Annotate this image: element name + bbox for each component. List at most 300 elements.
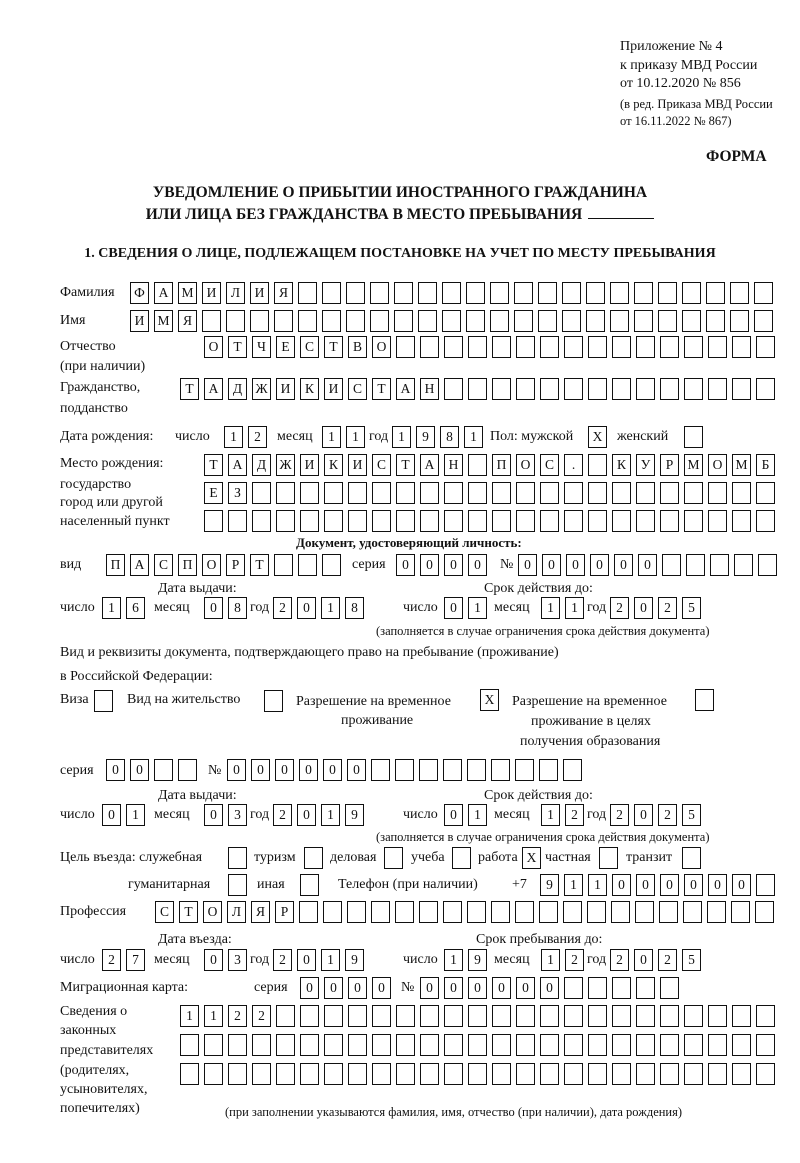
char-box[interactable] <box>636 482 655 504</box>
char-box[interactable] <box>707 901 726 923</box>
char-box[interactable]: П <box>178 554 197 576</box>
char-box[interactable]: 0 <box>444 804 463 826</box>
char-box[interactable] <box>418 282 437 304</box>
char-box[interactable] <box>684 378 703 400</box>
char-box[interactable] <box>708 482 727 504</box>
char-box[interactable] <box>324 1005 343 1027</box>
purpose-study-checkbox[interactable] <box>452 847 471 869</box>
checkbox-cell[interactable] <box>304 847 323 869</box>
char-box[interactable]: 0 <box>444 554 463 576</box>
char-box[interactable] <box>634 310 653 332</box>
char-box[interactable]: А <box>228 454 247 476</box>
char-box[interactable] <box>730 310 749 332</box>
char-box[interactable]: А <box>420 454 439 476</box>
char-box[interactable]: 0 <box>204 804 223 826</box>
char-box[interactable]: 0 <box>297 597 316 619</box>
char-box[interactable] <box>419 901 438 923</box>
char-box[interactable]: О <box>203 901 222 923</box>
char-box[interactable]: И <box>250 282 269 304</box>
char-box[interactable] <box>756 1005 775 1027</box>
char-box[interactable]: К <box>324 454 343 476</box>
checkbox-cell[interactable] <box>682 847 701 869</box>
char-box[interactable]: 0 <box>324 977 343 999</box>
char-box[interactable] <box>540 482 559 504</box>
char-box[interactable]: И <box>276 378 295 400</box>
char-box[interactable] <box>396 1063 415 1085</box>
char-box[interactable] <box>636 1063 655 1085</box>
char-box[interactable]: 0 <box>420 554 439 576</box>
char-box[interactable] <box>300 510 319 532</box>
char-box[interactable] <box>396 482 415 504</box>
char-box[interactable] <box>730 282 749 304</box>
char-box[interactable] <box>588 1005 607 1027</box>
char-box[interactable] <box>370 282 389 304</box>
char-box[interactable] <box>204 510 223 532</box>
checkbox-cell[interactable] <box>264 690 283 712</box>
char-box[interactable] <box>564 1034 583 1056</box>
char-box[interactable] <box>708 378 727 400</box>
char-box[interactable]: 0 <box>372 977 391 999</box>
id-issue-month-boxes[interactable] <box>204 597 247 619</box>
char-box[interactable] <box>395 901 414 923</box>
char-box[interactable]: 1 <box>224 426 243 448</box>
char-box[interactable]: 0 <box>106 759 125 781</box>
char-box[interactable] <box>298 310 317 332</box>
char-box[interactable]: 9 <box>345 949 364 971</box>
char-box[interactable] <box>252 1034 271 1056</box>
char-box[interactable] <box>732 378 751 400</box>
char-box[interactable]: Я <box>274 282 293 304</box>
char-box[interactable]: А <box>396 378 415 400</box>
char-box[interactable] <box>659 901 678 923</box>
char-box[interactable] <box>756 510 775 532</box>
char-box[interactable] <box>514 310 533 332</box>
char-box[interactable] <box>516 378 535 400</box>
checkbox-cell[interactable] <box>684 426 703 448</box>
char-box[interactable] <box>540 1034 559 1056</box>
char-box[interactable] <box>492 510 511 532</box>
char-box[interactable] <box>660 482 679 504</box>
char-box[interactable] <box>684 1063 703 1085</box>
birthplace-boxes-2[interactable] <box>204 482 775 504</box>
char-box[interactable] <box>516 1005 535 1027</box>
char-box[interactable] <box>322 282 341 304</box>
char-box[interactable]: 0 <box>684 874 703 896</box>
char-box[interactable]: 5 <box>682 597 701 619</box>
char-box[interactable]: В <box>348 336 367 358</box>
id-series-boxes[interactable] <box>396 554 487 576</box>
char-box[interactable] <box>443 901 462 923</box>
char-box[interactable] <box>684 510 703 532</box>
char-box[interactable] <box>540 336 559 358</box>
char-box[interactable]: 0 <box>708 874 727 896</box>
char-box[interactable] <box>468 1063 487 1085</box>
char-box[interactable]: 2 <box>102 949 121 971</box>
char-box[interactable]: 6 <box>126 597 145 619</box>
reps-boxes-1[interactable] <box>180 1005 775 1027</box>
char-box[interactable]: 1 <box>541 949 560 971</box>
char-box[interactable]: 9 <box>416 426 435 448</box>
char-box[interactable] <box>708 510 727 532</box>
char-box[interactable] <box>444 336 463 358</box>
char-box[interactable] <box>444 482 463 504</box>
char-box[interactable] <box>371 759 390 781</box>
birthplace-boxes-1[interactable] <box>204 454 775 476</box>
char-box[interactable]: С <box>540 454 559 476</box>
char-box[interactable] <box>636 336 655 358</box>
stay-year-boxes[interactable] <box>610 949 701 971</box>
char-box[interactable] <box>731 901 750 923</box>
char-box[interactable] <box>708 336 727 358</box>
char-box[interactable]: Ж <box>276 454 295 476</box>
checkbox-cell[interactable] <box>228 847 247 869</box>
char-box[interactable]: О <box>372 336 391 358</box>
birthplace-boxes-3[interactable] <box>204 510 775 532</box>
char-box[interactable]: И <box>130 310 149 332</box>
char-box[interactable]: 8 <box>228 597 247 619</box>
char-box[interactable] <box>538 310 557 332</box>
char-box[interactable] <box>756 874 775 896</box>
char-box[interactable] <box>180 1034 199 1056</box>
char-box[interactable] <box>756 1063 775 1085</box>
char-box[interactable]: 0 <box>492 977 511 999</box>
char-box[interactable]: А <box>130 554 149 576</box>
char-box[interactable] <box>564 1063 583 1085</box>
char-box[interactable] <box>468 1005 487 1027</box>
char-box[interactable]: Е <box>276 336 295 358</box>
char-box[interactable]: 0 <box>638 554 657 576</box>
purpose-private-checkbox[interactable] <box>599 847 618 869</box>
char-box[interactable] <box>635 901 654 923</box>
char-box[interactable]: 2 <box>273 597 292 619</box>
char-box[interactable] <box>516 1063 535 1085</box>
char-box[interactable]: Ф <box>130 282 149 304</box>
char-box[interactable] <box>250 310 269 332</box>
char-box[interactable]: 1 <box>564 874 583 896</box>
char-box[interactable] <box>394 282 413 304</box>
id-valid-month-boxes[interactable] <box>541 597 584 619</box>
char-box[interactable] <box>228 1063 247 1085</box>
char-box[interactable] <box>396 510 415 532</box>
char-box[interactable] <box>686 554 705 576</box>
char-box[interactable]: 8 <box>345 597 364 619</box>
char-box[interactable]: И <box>324 378 343 400</box>
char-box[interactable] <box>324 1034 343 1056</box>
entry-day-boxes[interactable] <box>102 949 145 971</box>
char-box[interactable]: О <box>516 454 535 476</box>
char-box[interactable]: 2 <box>610 804 629 826</box>
char-box[interactable]: 0 <box>444 597 463 619</box>
char-box[interactable] <box>202 310 221 332</box>
char-box[interactable] <box>444 1063 463 1085</box>
char-box[interactable]: 0 <box>297 949 316 971</box>
char-box[interactable]: 1 <box>541 804 560 826</box>
char-box[interactable]: С <box>155 901 174 923</box>
char-box[interactable] <box>468 454 487 476</box>
purpose-tourism-checkbox[interactable] <box>304 847 323 869</box>
char-box[interactable]: 1 <box>322 426 341 448</box>
char-box[interactable] <box>395 759 414 781</box>
char-box[interactable] <box>756 482 775 504</box>
char-box[interactable]: Т <box>204 454 223 476</box>
residence-permit-checkbox[interactable] <box>264 690 283 712</box>
char-box[interactable] <box>346 282 365 304</box>
char-box[interactable] <box>276 510 295 532</box>
char-box[interactable] <box>468 510 487 532</box>
char-box[interactable]: 1 <box>588 874 607 896</box>
char-box[interactable] <box>324 510 343 532</box>
char-box[interactable] <box>754 282 773 304</box>
phone-boxes[interactable] <box>540 874 775 896</box>
char-box[interactable]: 1 <box>321 597 340 619</box>
char-box[interactable] <box>586 310 605 332</box>
birth-day-boxes[interactable] <box>224 426 267 448</box>
char-box[interactable] <box>612 1063 631 1085</box>
char-box[interactable] <box>490 310 509 332</box>
char-box[interactable] <box>154 759 173 781</box>
char-box[interactable]: И <box>348 454 367 476</box>
char-box[interactable]: 1 <box>126 804 145 826</box>
char-box[interactable] <box>658 282 677 304</box>
char-box[interactable] <box>204 1063 223 1085</box>
char-box[interactable]: 0 <box>297 804 316 826</box>
char-box[interactable] <box>276 1063 295 1085</box>
char-box[interactable]: 1 <box>444 949 463 971</box>
char-box[interactable] <box>756 378 775 400</box>
checkbox-cell[interactable] <box>228 874 247 896</box>
char-box[interactable]: 0 <box>420 977 439 999</box>
char-box[interactable]: 0 <box>634 949 653 971</box>
char-box[interactable] <box>514 282 533 304</box>
char-box[interactable] <box>588 454 607 476</box>
char-box[interactable] <box>491 759 510 781</box>
char-box[interactable]: 1 <box>565 597 584 619</box>
char-box[interactable] <box>564 1005 583 1027</box>
char-box[interactable] <box>420 1005 439 1027</box>
char-box[interactable] <box>732 1063 751 1085</box>
char-box[interactable] <box>274 310 293 332</box>
char-box[interactable] <box>444 1034 463 1056</box>
char-box[interactable]: Т <box>228 336 247 358</box>
char-box[interactable] <box>276 1005 295 1027</box>
char-box[interactable]: 0 <box>299 759 318 781</box>
char-box[interactable]: 3 <box>228 804 247 826</box>
char-box[interactable] <box>612 1034 631 1056</box>
char-box[interactable]: 0 <box>566 554 585 576</box>
checkbox-cell[interactable] <box>384 847 403 869</box>
char-box[interactable] <box>515 901 534 923</box>
char-box[interactable] <box>348 482 367 504</box>
char-box[interactable] <box>564 482 583 504</box>
char-box[interactable]: Е <box>204 482 223 504</box>
char-box[interactable] <box>660 1005 679 1027</box>
char-box[interactable] <box>684 1034 703 1056</box>
char-box[interactable] <box>756 1034 775 1056</box>
char-box[interactable] <box>732 510 751 532</box>
char-box[interactable]: Т <box>372 378 391 400</box>
char-box[interactable]: 0 <box>468 554 487 576</box>
char-box[interactable]: Ч <box>252 336 271 358</box>
char-box[interactable]: И <box>300 454 319 476</box>
char-box[interactable]: 2 <box>248 426 267 448</box>
checkbox-cell[interactable] <box>599 847 618 869</box>
char-box[interactable] <box>420 482 439 504</box>
stay-month-boxes[interactable] <box>541 949 584 971</box>
char-box[interactable] <box>443 759 462 781</box>
char-box[interactable] <box>755 901 774 923</box>
id-number-boxes[interactable] <box>518 554 777 576</box>
char-box[interactable] <box>708 1005 727 1027</box>
res-issue-year-boxes[interactable] <box>273 804 364 826</box>
char-box[interactable]: 0 <box>590 554 609 576</box>
surname-boxes[interactable] <box>130 282 773 304</box>
profession-boxes[interactable] <box>155 901 774 923</box>
char-box[interactable] <box>490 282 509 304</box>
char-box[interactable] <box>563 759 582 781</box>
char-box[interactable] <box>588 510 607 532</box>
char-box[interactable]: О <box>202 554 221 576</box>
char-box[interactable]: 0 <box>227 759 246 781</box>
checkbox-cell[interactable]: X <box>588 426 607 448</box>
char-box[interactable]: М <box>684 454 703 476</box>
char-box[interactable]: 1 <box>102 597 121 619</box>
char-box[interactable] <box>468 336 487 358</box>
char-box[interactable] <box>492 482 511 504</box>
char-box[interactable]: 9 <box>468 949 487 971</box>
char-box[interactable]: М <box>732 454 751 476</box>
id-valid-day-boxes[interactable] <box>444 597 487 619</box>
char-box[interactable] <box>444 378 463 400</box>
char-box[interactable] <box>444 510 463 532</box>
id-valid-year-boxes[interactable] <box>610 597 701 619</box>
char-box[interactable] <box>588 336 607 358</box>
char-box[interactable] <box>756 336 775 358</box>
char-box[interactable]: 0 <box>612 874 631 896</box>
char-box[interactable] <box>372 482 391 504</box>
char-box[interactable] <box>396 336 415 358</box>
char-box[interactable] <box>228 510 247 532</box>
sex-female-checkbox[interactable] <box>684 426 703 448</box>
char-box[interactable] <box>324 1063 343 1085</box>
char-box[interactable] <box>708 1034 727 1056</box>
char-box[interactable] <box>492 1005 511 1027</box>
char-box[interactable] <box>467 759 486 781</box>
char-box[interactable] <box>612 336 631 358</box>
char-box[interactable] <box>396 1034 415 1056</box>
char-box[interactable]: 8 <box>440 426 459 448</box>
char-box[interactable] <box>322 310 341 332</box>
char-box[interactable]: 1 <box>464 426 483 448</box>
char-box[interactable] <box>300 1034 319 1056</box>
char-box[interactable] <box>466 282 485 304</box>
char-box[interactable] <box>276 1034 295 1056</box>
char-box[interactable]: 0 <box>348 977 367 999</box>
char-box[interactable] <box>467 901 486 923</box>
char-box[interactable]: Я <box>178 310 197 332</box>
char-box[interactable] <box>540 510 559 532</box>
temp-edu-checkbox[interactable] <box>695 689 714 711</box>
char-box[interactable] <box>252 482 271 504</box>
char-box[interactable] <box>660 977 679 999</box>
char-box[interactable] <box>468 1034 487 1056</box>
char-box[interactable] <box>562 310 581 332</box>
res-valid-day-boxes[interactable] <box>444 804 487 826</box>
id-issue-day-boxes[interactable] <box>102 597 145 619</box>
char-box[interactable]: 1 <box>392 426 411 448</box>
char-box[interactable] <box>276 482 295 504</box>
char-box[interactable] <box>610 310 629 332</box>
char-box[interactable]: 1 <box>346 426 365 448</box>
char-box[interactable]: 9 <box>345 804 364 826</box>
char-box[interactable] <box>587 901 606 923</box>
char-box[interactable] <box>468 482 487 504</box>
char-box[interactable] <box>734 554 753 576</box>
name-boxes[interactable] <box>130 310 773 332</box>
char-box[interactable] <box>491 901 510 923</box>
char-box[interactable] <box>540 378 559 400</box>
char-box[interactable] <box>178 759 197 781</box>
char-box[interactable] <box>372 1063 391 1085</box>
char-box[interactable] <box>636 1034 655 1056</box>
char-box[interactable] <box>540 1063 559 1085</box>
char-box[interactable]: Н <box>444 454 463 476</box>
char-box[interactable] <box>348 1063 367 1085</box>
char-box[interactable] <box>563 901 582 923</box>
char-box[interactable] <box>226 310 245 332</box>
char-box[interactable] <box>322 554 341 576</box>
visa-checkbox[interactable] <box>94 690 113 712</box>
char-box[interactable]: 0 <box>102 804 121 826</box>
char-box[interactable] <box>516 1034 535 1056</box>
purpose-transit-checkbox[interactable] <box>682 847 701 869</box>
purpose-work-checkbox[interactable] <box>522 847 541 869</box>
char-box[interactable] <box>588 1034 607 1056</box>
birth-month-boxes[interactable] <box>322 426 365 448</box>
char-box[interactable] <box>420 1063 439 1085</box>
char-box[interactable] <box>708 1063 727 1085</box>
patronymic-boxes[interactable] <box>204 336 775 358</box>
char-box[interactable]: 0 <box>634 804 653 826</box>
char-box[interactable]: З <box>228 482 247 504</box>
char-box[interactable]: О <box>708 454 727 476</box>
char-box[interactable]: Р <box>660 454 679 476</box>
char-box[interactable] <box>274 554 293 576</box>
char-box[interactable] <box>732 336 751 358</box>
char-box[interactable] <box>372 510 391 532</box>
char-box[interactable]: 0 <box>323 759 342 781</box>
citizenship-boxes[interactable] <box>180 378 775 400</box>
char-box[interactable]: 2 <box>610 949 629 971</box>
char-box[interactable] <box>515 759 534 781</box>
res-number-boxes[interactable] <box>227 759 582 781</box>
sex-male-checkbox[interactable] <box>588 426 607 448</box>
char-box[interactable] <box>732 1005 751 1027</box>
char-box[interactable]: К <box>612 454 631 476</box>
char-box[interactable]: М <box>154 310 173 332</box>
char-box[interactable] <box>466 310 485 332</box>
char-box[interactable]: . <box>564 454 583 476</box>
checkbox-cell[interactable] <box>94 690 113 712</box>
char-box[interactable]: 0 <box>660 874 679 896</box>
char-box[interactable]: 0 <box>275 759 294 781</box>
char-box[interactable] <box>539 759 558 781</box>
char-box[interactable] <box>612 482 631 504</box>
res-issue-month-boxes[interactable] <box>204 804 247 826</box>
char-box[interactable] <box>420 1034 439 1056</box>
char-box[interactable] <box>323 901 342 923</box>
res-valid-year-boxes[interactable] <box>610 804 701 826</box>
purpose-other-checkbox[interactable] <box>300 874 319 896</box>
